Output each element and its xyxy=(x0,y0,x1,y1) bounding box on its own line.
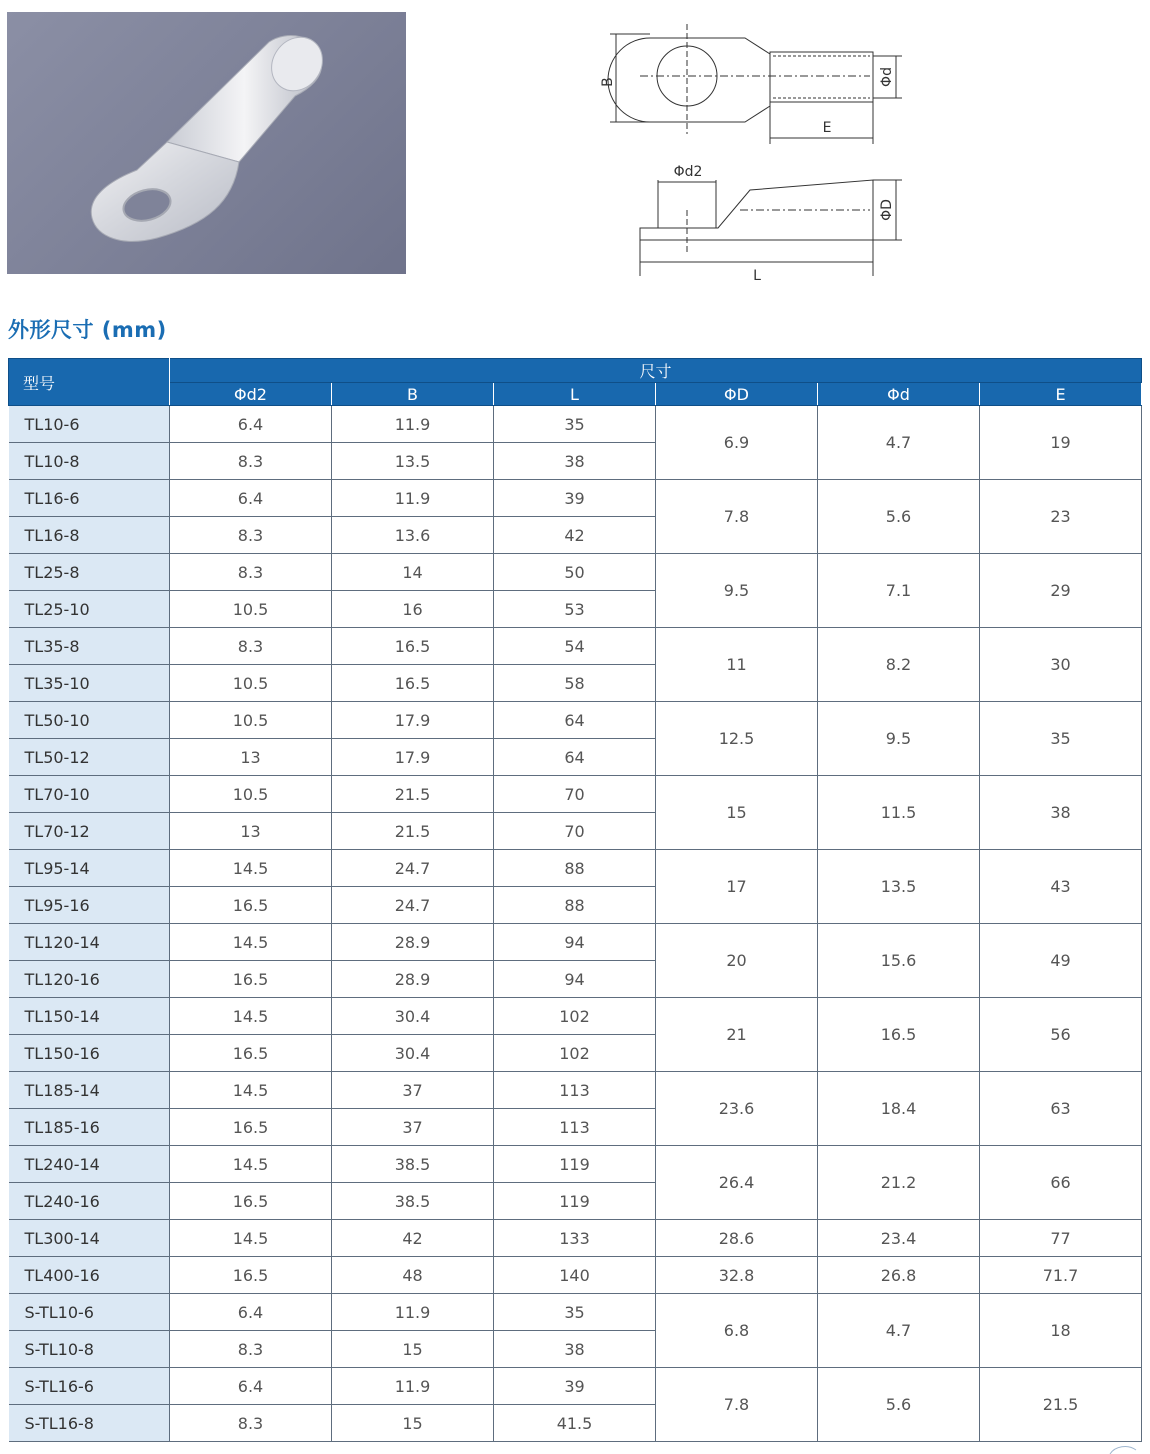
table-row xyxy=(9,480,1142,517)
dimension-drawing-svg xyxy=(590,14,920,286)
cell-l: 38 xyxy=(494,443,656,480)
cell-model: S-TL10-6 xyxy=(9,1294,170,1331)
cell-l: 102 xyxy=(494,998,656,1035)
table-row xyxy=(9,702,1142,739)
table-row xyxy=(9,924,1142,961)
cell-l: 53 xyxy=(494,591,656,628)
cell-model: TL16-6 xyxy=(9,480,170,517)
cell-b: 11.9 xyxy=(332,1294,494,1331)
cell-d2: 10.5 xyxy=(170,776,332,813)
cell-model: TL25-10 xyxy=(9,591,170,628)
cell-e: 63 xyxy=(980,1072,1142,1146)
cell-b: 11.9 xyxy=(332,480,494,517)
cell-d2: 6.4 xyxy=(170,1368,332,1405)
cell-l: 94 xyxy=(494,924,656,961)
cell-b: 15 xyxy=(332,1405,494,1442)
cell-model: TL16-8 xyxy=(9,517,170,554)
cell-d2: 8.3 xyxy=(170,1331,332,1368)
cell-b: 37 xyxy=(332,1109,494,1146)
cell-d: 13.5 xyxy=(818,850,980,924)
cell-model: TL70-10 xyxy=(9,776,170,813)
cell-b: 17.9 xyxy=(332,702,494,739)
cell-e: 23 xyxy=(980,480,1142,554)
cell-e: 56 xyxy=(980,998,1142,1072)
cell-b: 11.9 xyxy=(332,406,494,443)
cell-model: TL25-8 xyxy=(9,554,170,591)
cell-big-d: 9.5 xyxy=(656,554,818,628)
cell-big-d: 15 xyxy=(656,776,818,850)
cell-big-d: 32.8 xyxy=(656,1257,818,1294)
cell-l: 38 xyxy=(494,1331,656,1368)
cell-model: TL300-14 xyxy=(9,1220,170,1257)
cell-e: 35 xyxy=(980,702,1142,776)
cell-b: 38.5 xyxy=(332,1183,494,1220)
cell-model: TL185-16 xyxy=(9,1109,170,1146)
table-row xyxy=(9,406,1142,443)
table-body xyxy=(9,406,1142,1442)
cell-e: 49 xyxy=(980,924,1142,998)
cell-model: TL95-14 xyxy=(9,850,170,887)
cell-model: TL50-12 xyxy=(9,739,170,776)
footer-decoration xyxy=(900,1444,1150,1454)
cell-big-d: 28.6 xyxy=(656,1220,818,1257)
cell-d2: 8.3 xyxy=(170,443,332,480)
cell-model: TL50-10 xyxy=(9,702,170,739)
cable-lug-illustration xyxy=(7,12,406,274)
cell-d: 18.4 xyxy=(818,1072,980,1146)
cell-model: TL10-6 xyxy=(9,406,170,443)
cell-b: 28.9 xyxy=(332,961,494,998)
cell-d2: 13 xyxy=(170,739,332,776)
col-header-big-d: ΦD xyxy=(656,383,818,406)
model-header: 型号 xyxy=(9,359,170,406)
dimension-drawing xyxy=(590,14,920,286)
table-row xyxy=(9,554,1142,591)
cell-l: 94 xyxy=(494,961,656,998)
table-row xyxy=(9,1257,1142,1294)
cell-model: TL35-8 xyxy=(9,628,170,665)
cell-l: 113 xyxy=(494,1072,656,1109)
cell-l: 133 xyxy=(494,1220,656,1257)
cell-big-d: 6.9 xyxy=(656,406,818,480)
cell-e: 77 xyxy=(980,1220,1142,1257)
cell-b: 30.4 xyxy=(332,998,494,1035)
cell-b: 16.5 xyxy=(332,665,494,702)
cell-big-d: 6.8 xyxy=(656,1294,818,1368)
col-header-d: Φd xyxy=(818,383,980,406)
table-row xyxy=(9,1368,1142,1405)
table-head xyxy=(9,359,1142,406)
table-row xyxy=(9,1072,1142,1109)
cell-l: 35 xyxy=(494,406,656,443)
cell-b: 13.5 xyxy=(332,443,494,480)
cell-d: 9.5 xyxy=(818,702,980,776)
cell-l: 88 xyxy=(494,887,656,924)
cell-l: 140 xyxy=(494,1257,656,1294)
cell-l: 35 xyxy=(494,1294,656,1331)
cell-d2: 10.5 xyxy=(170,665,332,702)
cell-model: TL400-16 xyxy=(9,1257,170,1294)
cell-big-d: 12.5 xyxy=(656,702,818,776)
cell-d2: 16.5 xyxy=(170,1109,332,1146)
cell-b: 13.6 xyxy=(332,517,494,554)
label-phi-d2: Φd2 xyxy=(673,164,703,180)
cell-d: 7.1 xyxy=(818,554,980,628)
cell-b: 24.7 xyxy=(332,887,494,924)
cell-model: TL240-14 xyxy=(9,1146,170,1183)
cell-l: 39 xyxy=(494,1368,656,1405)
cell-e: 66 xyxy=(980,1146,1142,1220)
cell-b: 15 xyxy=(332,1331,494,1368)
cell-b: 11.9 xyxy=(332,1368,494,1405)
cell-d2: 16.5 xyxy=(170,887,332,924)
cell-b: 38.5 xyxy=(332,1146,494,1183)
cell-model: TL240-16 xyxy=(9,1183,170,1220)
cell-d2: 10.5 xyxy=(170,702,332,739)
label-e: E xyxy=(822,120,832,136)
cell-e: 18 xyxy=(980,1294,1142,1368)
cell-d2: 16.5 xyxy=(170,961,332,998)
cell-d2: 16.5 xyxy=(170,1183,332,1220)
cell-d2: 14.5 xyxy=(170,850,332,887)
cell-e: 38 xyxy=(980,776,1142,850)
cell-d: 21.2 xyxy=(818,1146,980,1220)
cell-model: TL95-16 xyxy=(9,887,170,924)
cell-model: TL10-8 xyxy=(9,443,170,480)
cell-big-d: 23.6 xyxy=(656,1072,818,1146)
label-b: B xyxy=(600,77,616,87)
cell-l: 39 xyxy=(494,480,656,517)
cell-d2: 14.5 xyxy=(170,1220,332,1257)
cell-l: 119 xyxy=(494,1146,656,1183)
cell-d2: 14.5 xyxy=(170,1072,332,1109)
label-l: L xyxy=(753,268,761,284)
cell-d: 15.6 xyxy=(818,924,980,998)
cell-model: S-TL16-8 xyxy=(9,1405,170,1442)
cell-l: 70 xyxy=(494,776,656,813)
cell-b: 16 xyxy=(332,591,494,628)
cell-e: 43 xyxy=(980,850,1142,924)
cell-l: 58 xyxy=(494,665,656,702)
cell-d2: 14.5 xyxy=(170,924,332,961)
cell-d2: 6.4 xyxy=(170,1294,332,1331)
cell-l: 64 xyxy=(494,739,656,776)
cell-d: 5.6 xyxy=(818,1368,980,1442)
cell-b: 24.7 xyxy=(332,850,494,887)
cell-d: 4.7 xyxy=(818,406,980,480)
cell-l: 70 xyxy=(494,813,656,850)
cell-big-d: 21 xyxy=(656,998,818,1072)
cell-d: 5.6 xyxy=(818,480,980,554)
cell-b: 21.5 xyxy=(332,776,494,813)
cell-d: 8.2 xyxy=(818,628,980,702)
cell-model: TL120-16 xyxy=(9,961,170,998)
table-row xyxy=(9,1146,1142,1183)
cell-d: 23.4 xyxy=(818,1220,980,1257)
cell-model: TL185-14 xyxy=(9,1072,170,1109)
col-header-e: E xyxy=(980,383,1142,406)
label-phi-big-d: ΦD xyxy=(879,199,895,221)
cell-d2: 8.3 xyxy=(170,628,332,665)
cell-l: 42 xyxy=(494,517,656,554)
cell-b: 48 xyxy=(332,1257,494,1294)
cell-big-d: 11 xyxy=(656,628,818,702)
cell-e: 21.5 xyxy=(980,1368,1142,1442)
cell-model: TL120-14 xyxy=(9,924,170,961)
cell-l: 102 xyxy=(494,1035,656,1072)
cell-b: 17.9 xyxy=(332,739,494,776)
table-row xyxy=(9,850,1142,887)
cell-b: 30.4 xyxy=(332,1035,494,1072)
cell-l: 88 xyxy=(494,850,656,887)
cell-l: 119 xyxy=(494,1183,656,1220)
cell-d2: 14.5 xyxy=(170,998,332,1035)
cell-e: 29 xyxy=(980,554,1142,628)
cell-d2: 13 xyxy=(170,813,332,850)
cell-b: 14 xyxy=(332,554,494,591)
cell-d2: 8.3 xyxy=(170,554,332,591)
cell-b: 16.5 xyxy=(332,628,494,665)
col-header-l: L xyxy=(494,383,656,406)
cell-b: 37 xyxy=(332,1072,494,1109)
cell-d2: 16.5 xyxy=(170,1035,332,1072)
cell-b: 28.9 xyxy=(332,924,494,961)
cell-l: 54 xyxy=(494,628,656,665)
cell-d2: 6.4 xyxy=(170,406,332,443)
table-row xyxy=(9,628,1142,665)
cell-model: S-TL10-8 xyxy=(9,1331,170,1368)
cell-l: 64 xyxy=(494,702,656,739)
section-title: 外形尺寸 (mm) xyxy=(8,318,167,342)
cell-d: 4.7 xyxy=(818,1294,980,1368)
product-photo xyxy=(7,12,406,274)
cell-model: TL35-10 xyxy=(9,665,170,702)
table-row xyxy=(9,998,1142,1035)
cell-d: 26.8 xyxy=(818,1257,980,1294)
col-header-d2: Φd2 xyxy=(170,383,332,406)
cell-b: 21.5 xyxy=(332,813,494,850)
cell-e: 30 xyxy=(980,628,1142,702)
table-row xyxy=(9,1294,1142,1331)
cell-model: S-TL16-6 xyxy=(9,1368,170,1405)
table-row xyxy=(9,776,1142,813)
cell-d: 11.5 xyxy=(818,776,980,850)
cell-model: TL70-12 xyxy=(9,813,170,850)
cell-d2: 8.3 xyxy=(170,517,332,554)
label-phi-d: Φd xyxy=(879,67,895,87)
table-row xyxy=(9,1220,1142,1257)
cell-l: 41.5 xyxy=(494,1405,656,1442)
cell-model: TL150-16 xyxy=(9,1035,170,1072)
col-header-b: B xyxy=(332,383,494,406)
cell-d2: 16.5 xyxy=(170,1257,332,1294)
cell-big-d: 26.4 xyxy=(656,1146,818,1220)
cell-big-d: 7.8 xyxy=(656,480,818,554)
dimension-table xyxy=(8,358,1142,1442)
cell-d2: 10.5 xyxy=(170,591,332,628)
cell-b: 42 xyxy=(332,1220,494,1257)
cell-l: 113 xyxy=(494,1109,656,1146)
cell-d2: 8.3 xyxy=(170,1405,332,1442)
cell-d2: 14.5 xyxy=(170,1146,332,1183)
cell-l: 50 xyxy=(494,554,656,591)
dimension-group-header: 尺寸 xyxy=(170,359,1142,383)
cell-d: 16.5 xyxy=(818,998,980,1072)
cell-e: 19 xyxy=(980,406,1142,480)
cell-model: TL150-14 xyxy=(9,998,170,1035)
cell-big-d: 20 xyxy=(656,924,818,998)
cell-d2: 6.4 xyxy=(170,480,332,517)
cell-big-d: 7.8 xyxy=(656,1368,818,1442)
cell-big-d: 17 xyxy=(656,850,818,924)
cell-e: 71.7 xyxy=(980,1257,1142,1294)
